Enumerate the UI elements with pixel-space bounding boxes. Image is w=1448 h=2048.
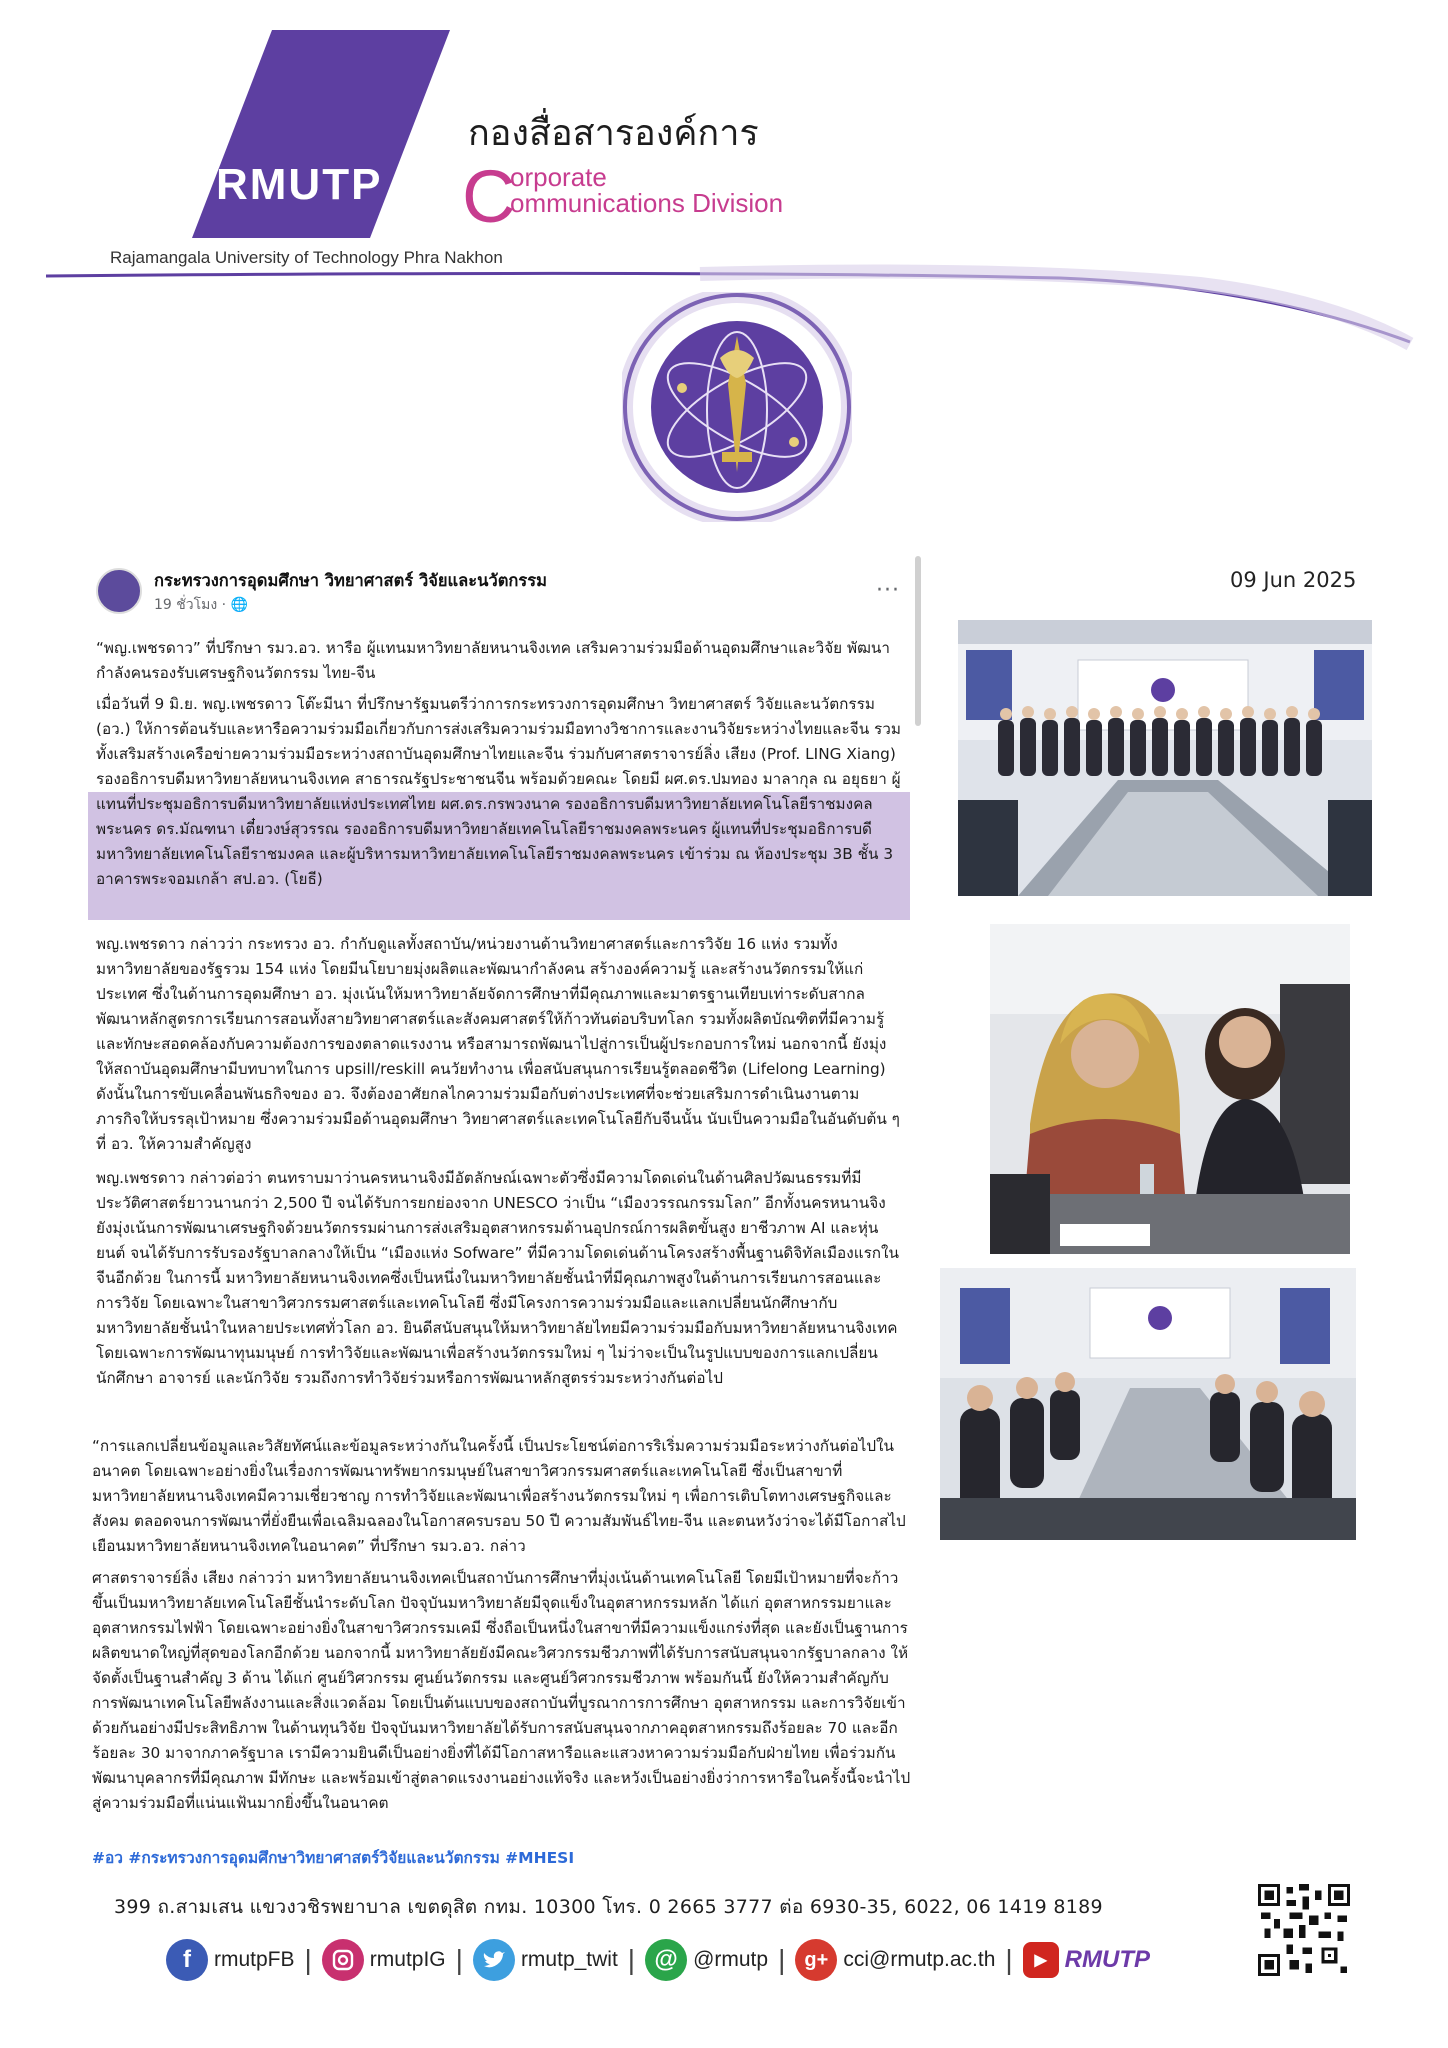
at-icon: @ [645,1939,687,1981]
article-paragraph-5: ศาสตราจารย์ลิ่ง เสียง กล่าวว่า มหาวิทยาลัยนานจิงเทคเป็นสถาบันการศึกษาที่มุ่งเน้นด้านเทคโนโลยี โดยมีเป้าหมายที่จะก้าวขึ้นเป็นมหาวิทยาลัยเทคโนโลยีชั้นนำระดับโลก ปัจจุบันมหาวิทยาลัยมีจุดแข็งในอุตสาหกรรมหลัก ได้แก่ อุตสาหกรรมยาและอุตสาหกรรมไฟฟ้า โดยเฉพาะอย่างยิ่งในสาขาวิศวกรรมเคมี ซึ่งถือเป็นหนึ่งในสาขาที่มีความแข็งแกร่งที่สุด และยังเป็นฐานการผลิตขนาดใหญ่ที่สุดของโลกอีกด้วย นอกจากนี้ มหาวิทยาลัยยังมีคณะวิศวกรรมชีวภาพที่ได้รับการสนับสนุนจากรัฐบาลกลาง ให้จัดตั้งเป็นฐานสำคัญ 3 ด้าน ได้แก่ ศูนย์วิศวกรรม ศูนย์นวัตกรรม และศูนย์วิศวกรรมชีวภาพ พร้อมกันนี้ ยังให้ความสำคัญกับการพัฒนาเทคโนโลยีพลังงานและสิ่งแวดล้อม โดยเป็นต้นแบบของสถาบันที่บูรณาการการศึกษา อุตสาหกรรม และการวิจัยเข้าด้วยกันอย่างมีประสิทธิภาพ ในด้านทุนวิจัย ปัจจุบันมหาวิทยาลัยได้รับการสนับสนุนจากภาคอุตสาหกรรมถึงร้อยละ 70 และอีกร้อยละ 30 มาจากภาครัฐบาล เรามีความยินดีเป็นอย่างยิ่งที่ได้มีโอกาสหารือและแสวงหาความร่วมมือกับฝ่ายไทย เพื่อร่วมกันพัฒนาบุคลากรที่มีคุณภาพ มีทักษะ และพร้อมเข้าสู่ตลาดแรงงานอย่างแท้จริง และหวังเป็นอย่างยิ่งว่าการหารือในครั้งนี้จะนำไปสู่ความร่วมมือที่แน่นแฟ้นมากยิ่งขึ้นในอนาคต [92,1569,911,1812]
meeting-photo [940,1268,1356,1540]
more-options-icon[interactable]: ··· [876,578,900,603]
post-author[interactable]: กระทรวงการอุดมศึกษา วิทยาศาสตร์ วิจัยและนวัตกรรม [154,571,548,590]
divider: | [1005,1944,1013,1975]
instagram-link[interactable] [322,1939,446,1981]
ministry-seal [622,292,852,522]
divider: | [455,1944,463,1975]
publish-date: 09 Jun 2025 [1230,568,1357,592]
line-link[interactable] [645,1939,768,1981]
facebook-handle: rmutpFB [214,1948,295,1971]
division-title-en-line1: orporate [510,162,607,192]
google-plus-icon: g+ [795,1939,837,1981]
scrollbar[interactable] [915,556,921,726]
advisor-photo [990,924,1350,1254]
hashtags[interactable]: #อว #กระทรวงการอุดมศึกษาวิทยาศาสตร์วิจัยและนวัตกรรม #MHESI [92,1849,575,1867]
twitter-link[interactable] [473,1939,618,1981]
logo-text: RMUTP [216,160,383,209]
instagram-icon [322,1939,364,1981]
footer-address: 399 ถ.สามเสน แขวงวชิรพยาบาล เขตดุสิต กทม. 10300 โทร. 0 2665 3777 ต่อ 6930-35, 6022, 06 1419 8189 [114,1896,1103,1918]
university-name: Rajamangala University of Technology Phra Nakhon [110,248,503,267]
instagram-handle: rmutpIG [369,1948,446,1971]
line-handle: @rmutp [693,1948,769,1971]
ministry-avatar[interactable] [96,568,142,614]
article-quote-paragraph: “การแลกเปลี่ยนข้อมูลและวิสัยทัศน์และข้อมูลระหว่างกันในครั้งนี้ เป็นประโยชน์ต่อการริเริ่มความร่วมมือระหว่างกันต่อไปในอนาคต โดยเฉพาะอย่างยิ่งในเรื่องการพัฒนาทรัพยากรมนุษย์ในสาขาวิศวกรรมศาสตร์และเทคโนโลยี ซึ่งเป็นสาขาที่มหาวิทยาลัยหนานจิงเทคมีความเชี่ยวชาญ การทำวิจัยและพัฒนาเพื่อสร้างนวัตกรรมใหม่ ๆ เพื่อการเติบโตทางเศรษฐกิจและสังคม ตลอดจนการพัฒนาที่ยั่งยืนเพื่อเฉลิมฉลองในโอกาสครบรอบ 50 ปี ความสัมพันธ์ไทย-จีน และตนหวังว่าจะได้มีโอกาสไปเยือนมหาวิทยาลัยหนานจิงเทคในอนาคต” ที่ปรึกษา รมว.อว. กล่าว [92,1437,906,1555]
article-headline: “พญ.เพชรดาว” ที่ปรึกษา รมว.อว. หารือ ผู้แทนมหาวิทยาลัยหนานจิงเทค เสริมความร่วมมือด้านอุดมศึกษาและวิจัย พัฒนากำลังคนรองรับเศรษฐกิจนวัตกรรม ไทย-จีน [96,639,890,682]
facebook-link[interactable] [166,1939,295,1981]
youtube-icon: ▶ [1023,1942,1059,1978]
twitter-icon [473,1939,515,1981]
article-paragraph-intro: เมื่อวันที่ 9 มิ.ย. พญ.เพชรดาว โต๊ะมีนา ที่ปรึกษารัฐมนตรีว่าการกระทรวงการอุดมศึกษา วิทยาศาสตร์ วิจัยและนวัตกรรม (อว.) ให้การต้อนรับและหารือความร่วมมือเกี่ยวกับการส่งเสริมความร่วมมือทางวิชาการและงานวิจัยระหว่างไทยและจีน รวมทั้งเสริมสร้างเครือข่ายความร่วมมือระหว่างสถาบันอุดมศึกษาไทยและจีน ร่วมกับศาสตราจารย์ลิ่ง เสียง (Prof. LING Xiang) รองอธิการบดีมหาวิทยาลัยหนานจิงเทค สาธารณรัฐประชาชนจีน พร้อมด้วยคณะ โดยมี ผศ.ดร.ปมทอง มาลากุล ณ อยุธยา ผู้แทนที่ประชุมอธิการบดีมหาวิทยาลัยแห่งประเทศไทย ผศ.ดร.กรพวงนาค รองอธิการบดีมหาวิทยาลัยเทคโนโลยีราชมงคลพระนคร ดร.มัณฑนา เตี๋ยวงษ์สุวรรณ รองอธิการบดีมหาวิทยาลัยเทคโนโลยีราชมงคลพระนคร ผู้แทนที่ประชุมอธิการบดีมหาวิทยาลัยเทคโนโลยีราชมงคล และผู้บริหารมหาวิทยาลัยเทคโนโลยีราชมงคลพระนคร เข้าร่วม ณ ห้องประชุม 3B ชั้น 3 อาคารพระจอมเกล้า สป.อว. (โยธี) [96,695,901,888]
qr-code[interactable] [1258,1884,1350,1976]
divider: | [627,1944,636,1975]
twitter-handle: rmutp_twit [520,1948,618,1971]
article-paragraph-2: พญ.เพชรดาว กล่าวว่า กระทรวง อว. กำกับดูแลทั้งสถาบัน/หน่วยงานด้านวิทยาศาสตร์และการวิจัย 16 แห่ง รวมทั้งมหาวิทยาลัยของรัฐรวม 154 แห่ง โดยมีนโยบายมุ่งผลิตและพัฒนากำลังคน สร้างองค์ความรู้ และสร้างนวัตกรรมให้แก่ประเทศ ซึ่งในด้านการอุดมศึกษา อว. มุ่งเน้นให้มหาวิทยาลัยจัดการศึกษาที่มีคุณภาพและมาตรฐานเทียบเท่าระดับสากล พัฒนาหลักสูตรการเรียนการสอนทั้งสายวิทยาศาสตร์และสังคมศาสตร์ให้ก้าวทันต่อบริบทโลก รวมทั้งผลิตบัณฑิตที่มีความรู้และทักษะสอดคล้องกับความต้องการของตลาดแรงงาน หรือสามารถพัฒนาไปสู่การเป็นผู้ประกอบการใหม่ นอกจากนี้ ยังมุ่งให้สถาบันอุดมศึกษามีบทบาทในการ upsill/reskill คนวัยทำงาน เพื่อสนับสนุนการเรียนรู้ตลอดชีวิต (Lifelong Learning) ดังนั้นในการขับเคลื่อนพันธกิจของ อว. จึงต้องอาศัยกลไกความร่วมมือกับต่างประเทศที่จะช่วยเสริมการดำเนินงานตามภารกิจให้บรรลุเป้าหมาย ซึ่งความร่วมมือด้านอุดมศึกษา วิทยาศาสตร์และเทคโนโลยีกับจีนนั้น นับเป็นความมือในอันดับต้น ๆ ที่ อว. ให้ความสำคัญสูง [96,935,900,1153]
email-address: cci@rmutp.ac.th [843,1948,996,1971]
youtube-channel: RMUTP [1064,1946,1150,1973]
email-link[interactable] [795,1939,995,1981]
post-timestamp: 19 ชั่วโมง · 🌐 [154,597,248,613]
social-links [166,1938,1150,1982]
facebook-icon: f [166,1939,208,1981]
cc-initial: C [462,155,516,238]
group-photo [958,620,1372,896]
youtube-link[interactable] [1023,1942,1150,1978]
divider: | [778,1944,786,1975]
division-title-th: กองสื่อสารองค์การ [468,113,759,154]
divider: | [304,1944,312,1975]
division-title-en-line2: ommunications Division [510,188,784,218]
article-paragraph-3: พญ.เพชรดาว กล่าวต่อว่า ตนทราบมาว่านครหนานจิงมีอัตลักษณ์เฉพาะตัวซึ่งมีความโดดเด่นในด้านศิลปวัฒนธรรมที่มีประวัติศาสตร์ยาวนานกว่า 2,500 ปี จนได้รับการยกย่องจาก UNESCO ว่าเป็น “เมืองวรรณกรรมโลก” อีกทั้งนครหนานจิงยังมุ่งเน้นการพัฒนาเศรษฐกิจด้วยนวัตกรรมผ่านการส่งเสริมอุตสาหกรรมด้านอุปกรณ์การผลิตขั้นสูง ยาชีวภาพ AI และหุ่นยนต์ จนได้รับการรับรองรัฐบาลกลางให้เป็น “เมืองแห่ง Sofware” ที่มีความโดดเด่นด้านโครงสร้างพื้นฐานดิจิทัลเมืองแรกในจีนอีกด้วย ในการนี้ มหาวิทยาลัยหนานจิงเทคซึ่งเป็นหนึ่งในมหาวิทยาลัยชั้นนำที่มีคุณภาพสูงในด้านการเรียนการสอนและการวิจัย โดยเฉพาะในสาขาวิศวกรรมศาสตร์และเทคโนโลยี ซึ่งมีโครงการความร่วมมือและแลกเปลี่ยนนักศึกษากับมหาวิทยาลัยชั้นนำในหลายประเทศทั่วโลก อว. ยินดีสนับสนุนให้มหาวิทยาลัยไทยมีความร่วมมือกับมหาวิทยาลัยหนานจิงเทค โดยเฉพาะการพัฒนาทุนมนุษย์ การทำวิจัยและพัฒนาเพื่อสร้างนวัตกรรมใหม่ ๆ ไม่ว่าจะเป็นในรูปแบบของการแลกเปลี่ยนนักศึกษา อาจารย์ และนักวิจัย รวมถึงการทำวิจัยร่วมหรือการพัฒนาหลักสูตรร่วมระหว่างกันต่อไป [96,1169,899,1387]
